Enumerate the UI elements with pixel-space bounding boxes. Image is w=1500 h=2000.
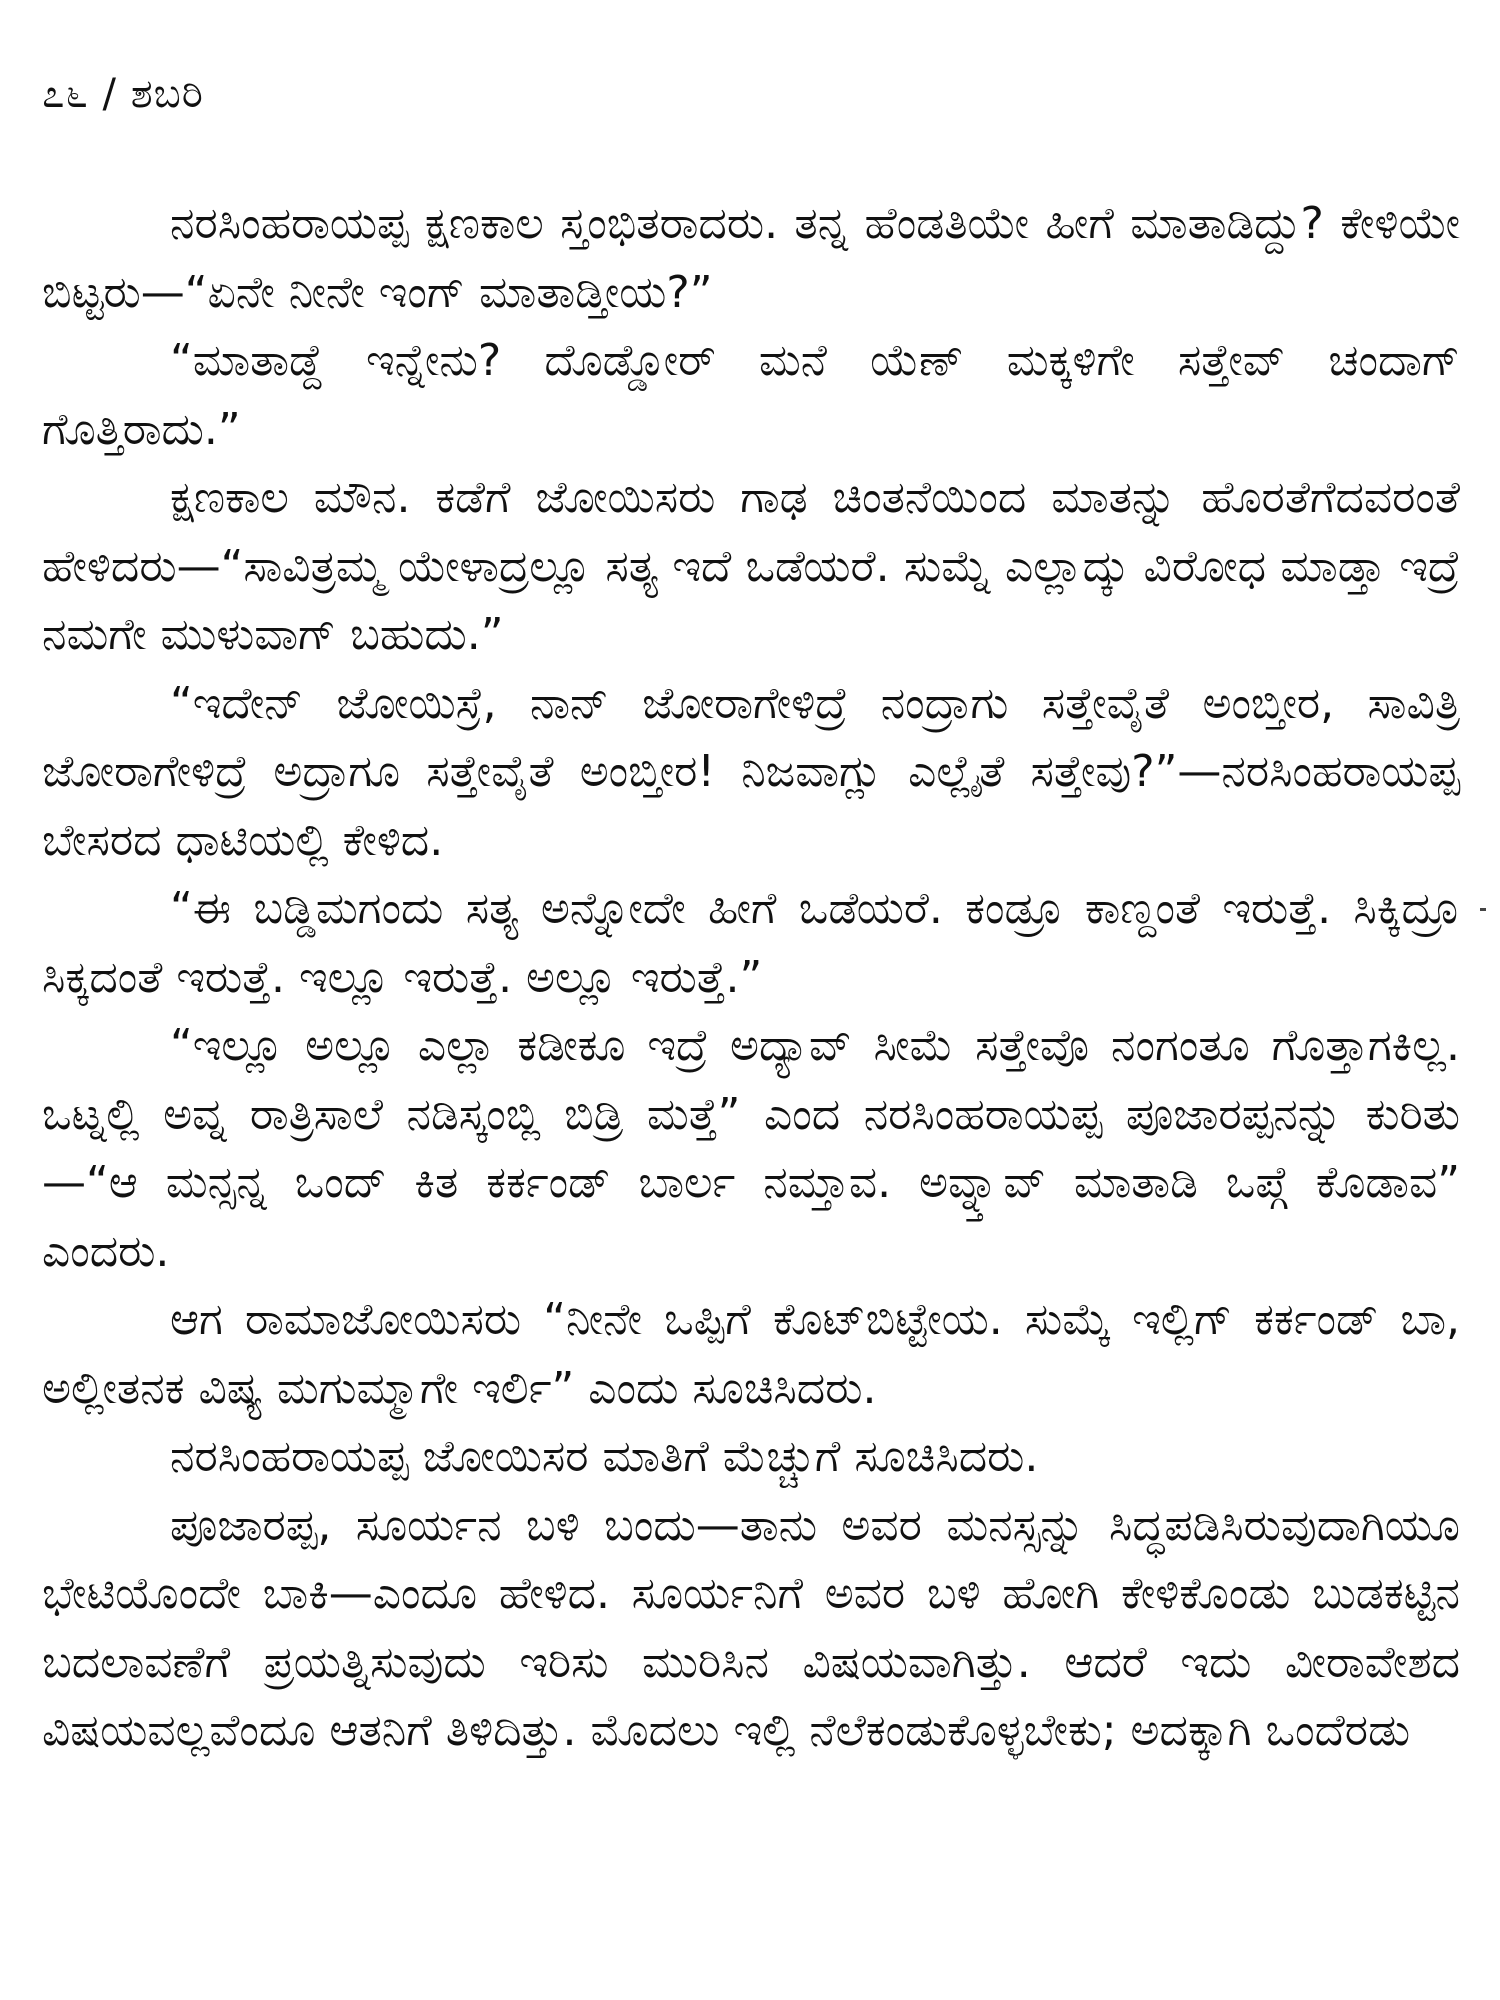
paragraph-5: “ಈ ಬಡ್ಡಿಮಗಂದು ಸತ್ಯ ಅನ್ನೋದೇ ಹೀಗೆ ಒಡೆಯರೆ. ಕಂಡ್ರೂ ಕಾಣ್ದಂತೆ ಇರುತ್ತೆ. ಸಿಕ್ಕಿದ್ರೂ ಸಿಕ್ಕದಂತೆ ಇರುತ್ತೆ. ಇಲ್ಲೂ ಇರುತ್ತೆ. ಅಲ್ಲೂ ಇರುತ್ತೆ.” <box>42 883 1460 1003</box>
running-header <box>42 68 204 120</box>
header-separator: / <box>102 71 118 117</box>
paragraph-8: ನರಸಿಂಹರಾಯಪ್ಪ ಜೋಯಿಸರ ಮಾತಿಗೆ ಮೆಚ್ಚುಗೆ ಸೂಚಿಸಿದರು. <box>170 1431 1039 1482</box>
book-title: ಶಬರಿ <box>130 71 204 117</box>
paragraph-6: “ಇಲ್ಲೂ ಅಲ್ಲೂ ಎಲ್ಲಾ ಕಡೀಕೂ ಇದ್ರೆ ಅದ್ಯಾವ್ ಸೀಮೆ ಸತ್ತೇವೊ ನಂಗಂತೂ ಗೊತ್ತಾಗಕಿಲ್ಲ. ಒಟ್ನಲ್ಲಿ ಅವ್ನ ರಾತ್ರಿಸಾಲೆ ನಡಿಸ್ಕಂಬ್ಲಿ ಬಿಡ್ರಿ ಮತ್ತೆ” ಎಂದ ನರಸಿಂಹರಾಯಪ್ಪ ಪೂಜಾರಪ್ಪನನ್ನು ಕುರಿತು—“ಆ ಮನ್ಸನ್ನ ಒಂದ್ ಕಿತ ಕರ್ಕಂಡ್ ಬಾರ್ಲ ನಮ್ತಾವ. ಅವ್ನ್ತಾವ್ ಮಾತಾಡಿ ಒಪ್ಗೆ ಕೊಡಾವ” ಎಂದರು. <box>42 1020 1460 1277</box>
paragraph-7: ಆಗ ರಾಮಾಜೋಯಿಸರು “ನೀನೇ ಒಪ್ಪಿಗೆ ಕೊಟ್‌ಬಿಟ್ಟೇಯ. ಸುಮ್ಕೆ ಇಲ್ಲಿಗ್ ಕರ್ಕಂಡ್ ಬಾ, ಅಲ್ಲೀತನಕ ವಿಷ್ಯ ಮಗುಮ್ಮಾಗೇ ಇರ್ಲಿ” ಎಂದು ಸೂಚಿಸಿದರು. <box>42 1294 1460 1414</box>
page-number: ೭೬ <box>42 71 89 117</box>
scan-speck-mark <box>1480 908 1486 911</box>
paragraph-1: ನರಸಿಂಹರಾಯಪ್ಪ ಕ್ಷಣಕಾಲ ಸ್ತಂಭಿತರಾದರು. ತನ್ನ ಹೆಂಡತಿಯೇ ಹೀಗೆ ಮಾತಾಡಿದ್ದು? ಕೇಳಿಯೇ ಬಿಟ್ಟರು—“ಏನೇ ನೀನೇ ಇಂಗ್ ಮಾತಾಡ್ತೀಯ?” <box>42 198 1460 318</box>
paragraph-4: “ಇದೇನ್ ಜೋಯಿಸ್ರೆ, ನಾನ್ ಜೋರಾಗೇಳಿದ್ರೆ ನಂದ್ರಾಗು ಸತ್ತೇವೈತೆ ಅಂಬ್ತೀರ, ಸಾವಿತ್ರಿ ಜೋರಾಗೇಳಿದ್ರೆ ಅದ್ರಾಗೂ ಸತ್ತೇವೈತೆ ಅಂಬ್ತೀರ! ನಿಜವಾಗ್ಲು ಎಲ್ಲೈತೆ ಸತ್ತೇವು?”—ನರಸಿಂಹರಾಯಪ್ಪ ಬೇಸರದ ಧಾಟಿಯಲ್ಲಿ ಕೇಳಿದ. <box>42 677 1460 866</box>
paragraph-3: ಕ್ಷಣಕಾಲ ಮೌನ. ಕಡೆಗೆ ಜೋಯಿಸರು ಗಾಢ ಚಿಂತನೆಯಿಂದ ಮಾತನ್ನು ಹೊರತೆಗೆದವರಂತೆ ಹೇಳಿದರು—“ಸಾವಿತ್ರಮ್ಮ ಯೇಳಾದ್ರಲ್ಲೂ ಸತ್ಯ ಇದೆ ಒಡೆಯರೆ. ಸುಮ್ನೆ ಎಲ್ಲಾದ್ಕು ವಿರೋಧ ಮಾಡ್ತಾ ಇದ್ರೆ ನಮಗೇ ಮುಳುವಾಗ್ ಬಹುದು.” <box>42 472 1460 660</box>
page-body <box>42 190 1460 1766</box>
paragraph-2: “ಮಾತಾಡ್ದೆ ಇನ್ನೇನು? ದೊಡ್ಡೋರ್ ಮನೆ ಯೆಣ್ ಮಕ್ಕಳಿಗೇ ಸತ್ತೇವ್ ಚಂದಾಗ್ ಗೊತ್ತಿರಾದು.” <box>42 335 1460 455</box>
paragraph-9: ಪೂಜಾರಪ್ಪ, ಸೂರ್ಯನ ಬಳಿ ಬಂದು—ತಾನು ಅವರ ಮನಸ್ಸನ್ನು ಸಿದ್ಧಪಡಿಸಿರುವುದಾಗಿಯೂ ಭೇಟಿಯೊಂದೇ ಬಾಕಿ—ಎಂದೂ ಹೇಳಿದ. ಸೂರ್ಯನಿಗೆ ಅವರ ಬಳಿ ಹೋಗಿ ಕೇಳಿಕೊಂಡು ಬುಡಕಟ್ಟಿನ ಬದಲಾವಣೆಗೆ ಪ್ರಯತ್ನಿಸುವುದು ಇರಿಸು ಮುರಿಸಿನ ವಿಷಯವಾಗಿತ್ತು. ಆದರೆ ಇದು ವೀರಾವೇಶದ ವಿಷಯವಲ್ಲವೆಂದೂ ಆತನಿಗೆ ತಿಳಿದಿತ್ತು. ಮೊದಲು ಇಲ್ಲಿ ನೆಲೆಕಂಡುಕೊಳ್ಳಬೇಕು; ಅದಕ್ಕಾಗಿ ಒಂದೆರಡು <box>42 1499 1460 1756</box>
